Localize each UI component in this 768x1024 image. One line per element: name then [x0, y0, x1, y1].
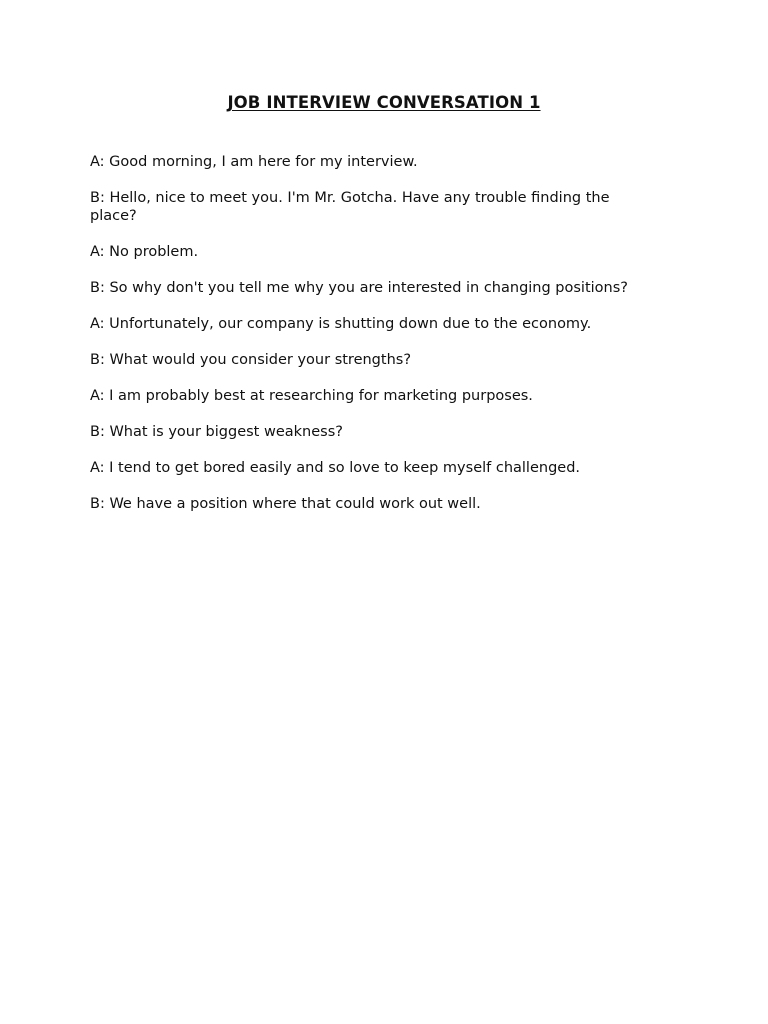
- dialogue-line-9: A: I tend to get bored easily and so love to keep myself challenged.: [90, 460, 581, 476]
- dialogue-line-6: B: What would you consider your strengths?: [90, 352, 412, 368]
- dialogue-line-3: A: No problem.: [90, 244, 199, 260]
- dialogue-line-7: A: I am probably best at researching for marketing purposes.: [90, 388, 533, 404]
- dialogue-line-2: B: Hello, nice to meet you. I'm Mr. Gotcha. Have any trouble finding the place?: [90, 190, 610, 224]
- dialogue-line-4: B: So why don't you tell me why you are interested in changing positions?: [90, 280, 628, 296]
- dialogue-line-10: B: We have a position where that could work out well.: [90, 496, 481, 512]
- dialogue-line-1: A: Good morning, I am here for my interview.: [90, 154, 418, 170]
- dialogue-line-8: B: What is your biggest weakness?: [90, 424, 343, 440]
- dialogue: [90, 153, 660, 531]
- dialogue-line-5: A: Unfortunately, our company is shutting down due to the economy.: [90, 316, 592, 332]
- document-title: JOB INTERVIEW CONVERSATION 1: [227, 93, 541, 112]
